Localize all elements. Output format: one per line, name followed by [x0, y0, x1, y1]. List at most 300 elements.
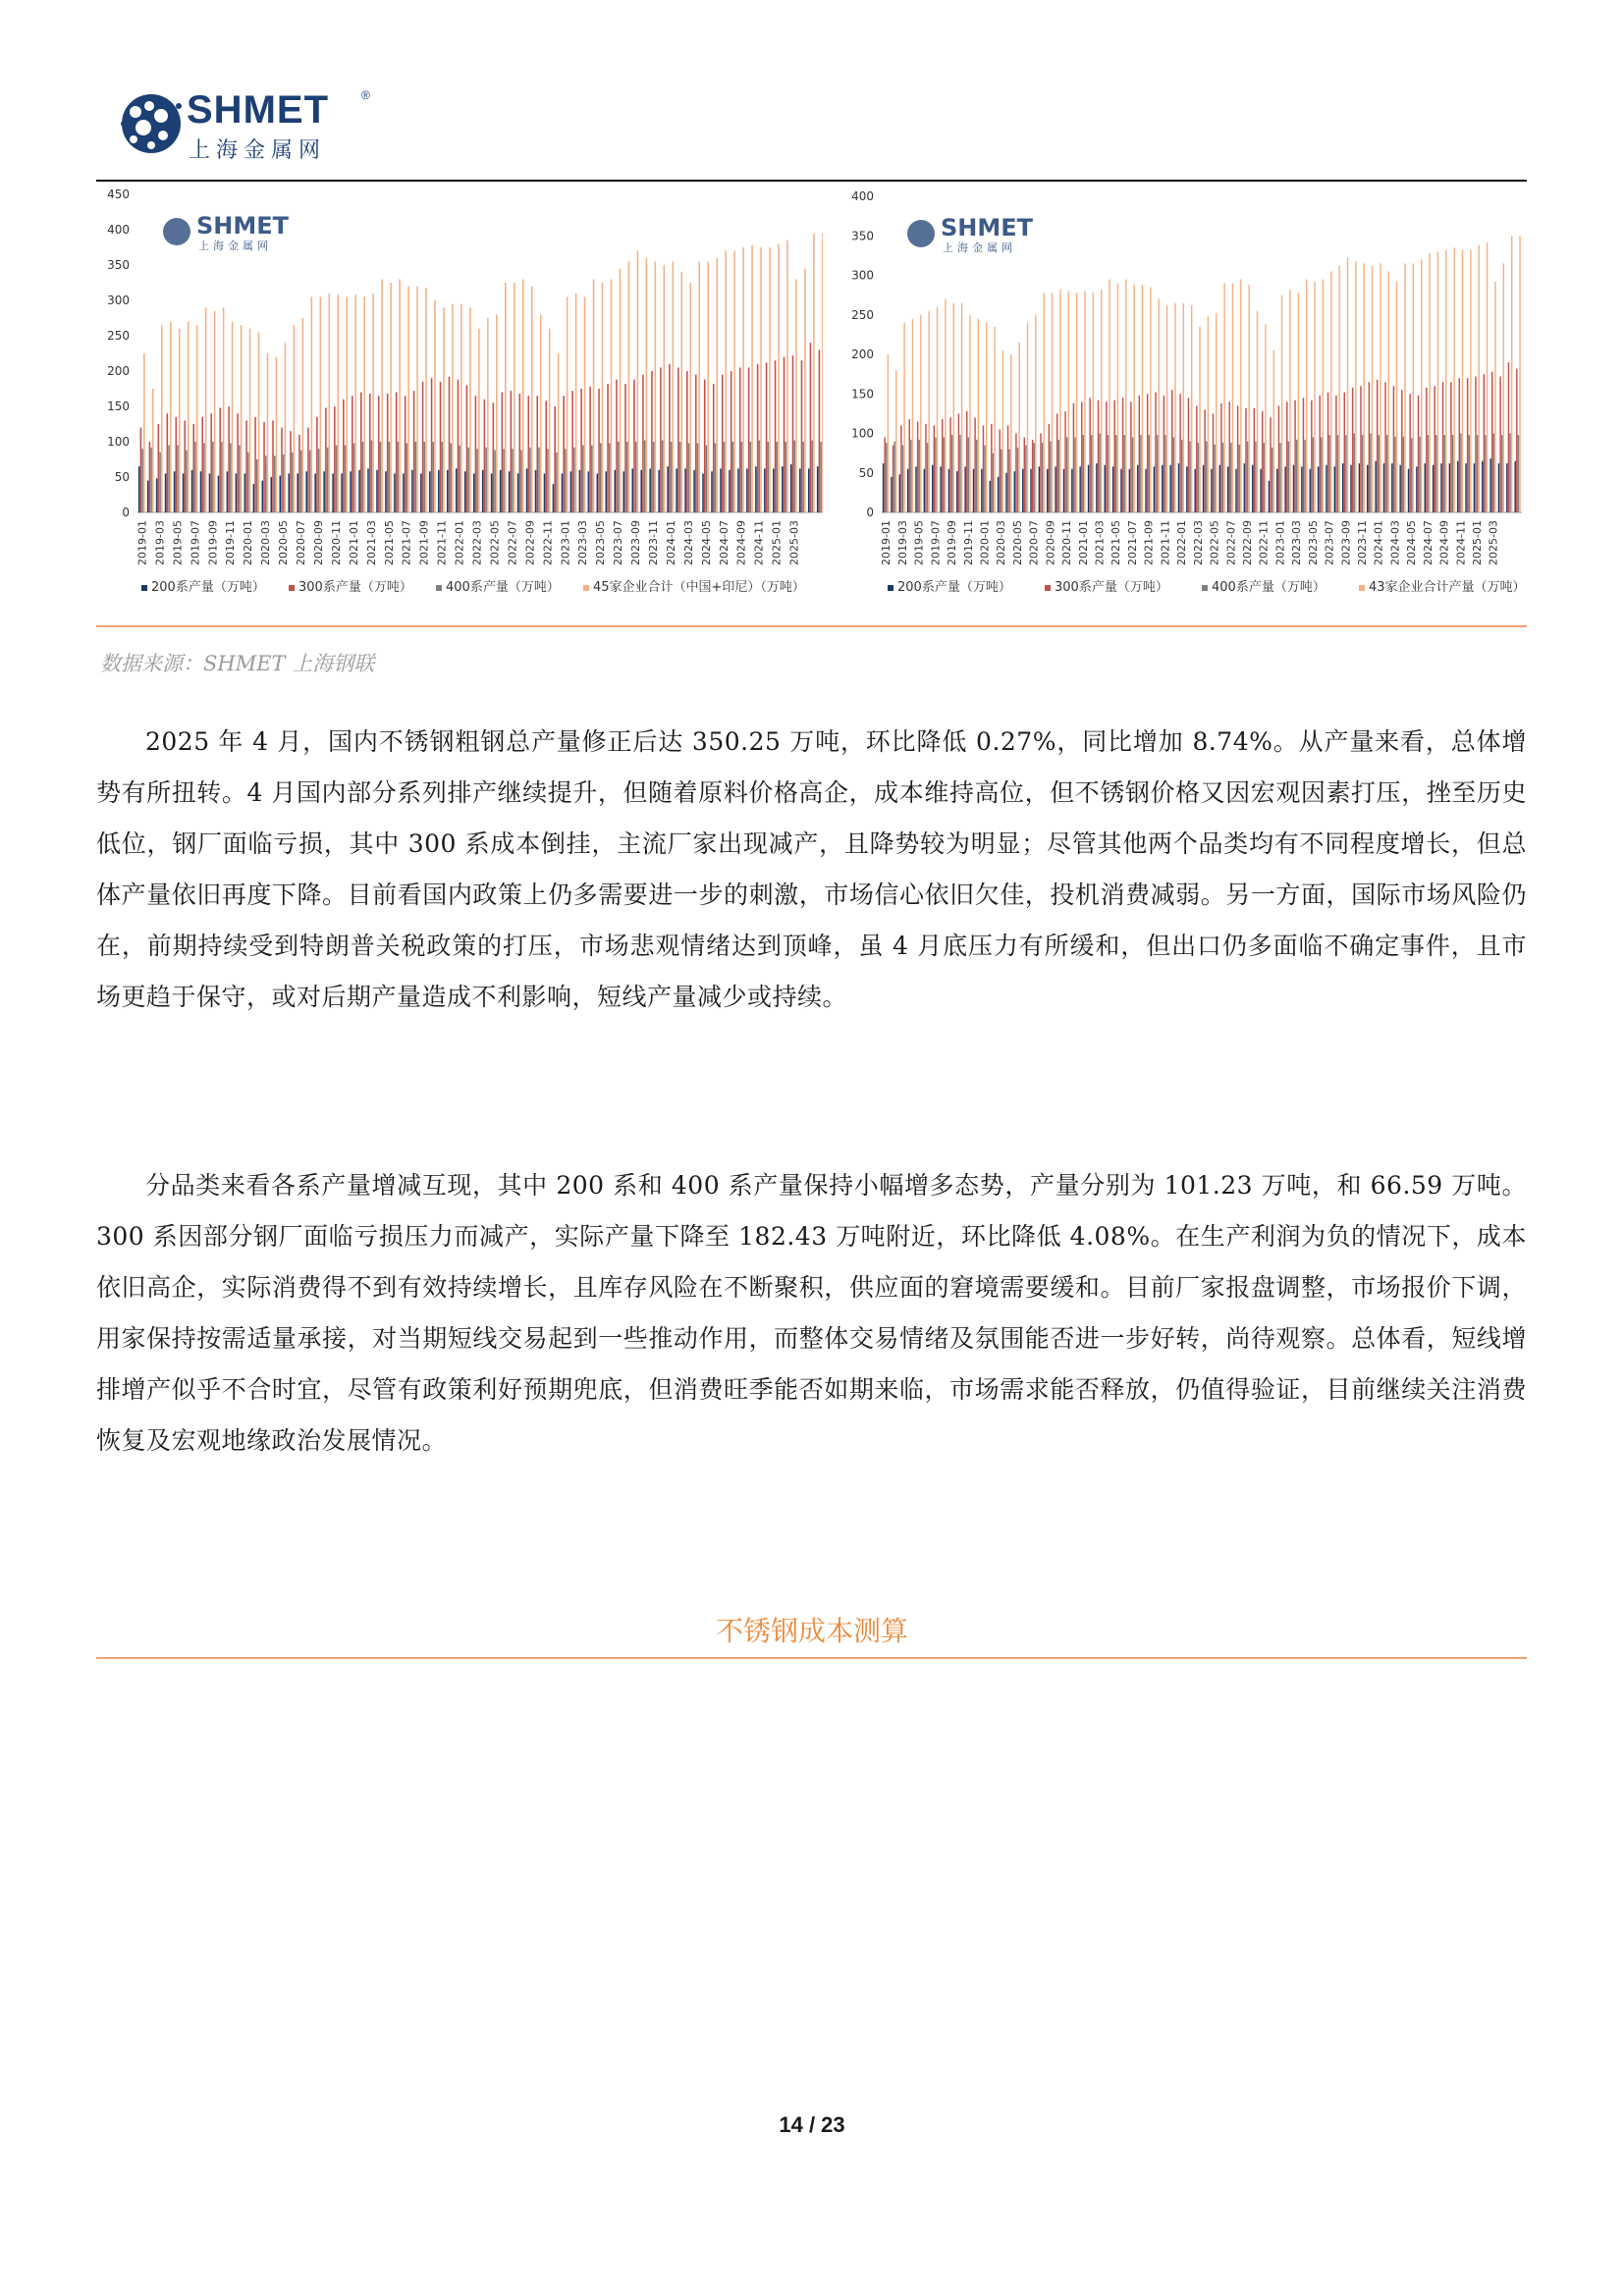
bar-400	[424, 442, 426, 512]
bar-200	[376, 470, 378, 512]
bar-300	[158, 424, 160, 512]
y-tick-label: 100	[851, 426, 874, 441]
caption-rule	[96, 625, 1527, 627]
bar-300	[466, 385, 468, 512]
bar-200	[1145, 469, 1146, 512]
bar-total	[452, 304, 454, 512]
chart-left-svg	[96, 187, 823, 609]
bar-200	[1284, 466, 1285, 512]
x-tick-label: 2023-09	[629, 520, 643, 565]
bar-400	[300, 451, 302, 512]
bar-total	[673, 261, 675, 512]
bar-total	[1166, 305, 1167, 512]
bar-300	[580, 389, 582, 512]
bar-total	[1109, 280, 1110, 512]
bar-400	[1091, 435, 1092, 512]
x-tick-label: 2024-11	[1454, 520, 1468, 565]
bar-400	[1173, 438, 1174, 512]
chart-right-svg	[835, 187, 1527, 609]
bar-300	[1262, 411, 1263, 512]
bar-200	[1514, 461, 1515, 512]
bar-200	[279, 476, 281, 512]
bar-400	[1493, 434, 1494, 513]
bar-400	[1321, 438, 1322, 512]
x-tick-label: 2019-05	[912, 520, 926, 565]
bar-400	[1279, 443, 1280, 512]
x-tick-label: 2024-09	[734, 520, 748, 565]
bar-200	[1359, 463, 1360, 512]
x-tick-label: 2020-09	[311, 520, 325, 565]
bar-200	[288, 473, 290, 512]
x-tick-label: 2023-07	[612, 520, 625, 565]
bar-400	[1288, 442, 1289, 512]
bar-400	[230, 443, 232, 512]
x-tick-label: 2021-03	[364, 520, 378, 565]
bar-200	[1425, 463, 1426, 512]
bar-200	[147, 481, 149, 512]
bar-200	[1105, 465, 1106, 512]
bar-400	[759, 441, 761, 512]
bar-300	[536, 396, 538, 512]
bar-300	[766, 362, 768, 512]
bar-200	[464, 471, 466, 512]
x-tick-label: 2022-09	[1240, 520, 1254, 565]
bar-total	[399, 279, 401, 512]
bar-total	[232, 322, 234, 512]
bar-total	[531, 287, 533, 512]
bar-total	[267, 353, 269, 512]
x-tick-label: 2023-05	[1306, 520, 1320, 565]
bar-total	[1519, 236, 1520, 512]
bar-400	[968, 438, 969, 512]
bar-200	[218, 476, 220, 512]
bar-300	[263, 422, 265, 512]
x-tick-label: 2019-11	[961, 520, 975, 565]
bar-200	[615, 470, 617, 512]
bar-total	[469, 307, 471, 512]
legend-label: 200系产量（万吨）	[897, 580, 1011, 595]
bar-300	[1270, 417, 1271, 512]
x-tick-label: 2019-07	[929, 520, 943, 565]
bar-300	[413, 391, 415, 512]
bar-300	[1327, 393, 1328, 512]
bar-300	[999, 429, 1000, 512]
bar-400	[1485, 435, 1486, 512]
bar-200	[1169, 465, 1170, 512]
bar-300	[228, 406, 230, 512]
bar-total	[311, 296, 313, 512]
bar-400	[671, 442, 673, 512]
bar-total	[196, 325, 198, 512]
watermark-globe-icon	[163, 218, 190, 245]
bar-400	[1337, 435, 1338, 512]
bar-300	[801, 360, 803, 512]
bar-300	[458, 380, 460, 512]
bar-total	[1174, 303, 1175, 512]
bar-200	[271, 477, 273, 512]
bar-200	[1186, 466, 1187, 512]
bar-300	[1237, 405, 1238, 512]
legend-swatch	[1045, 585, 1051, 591]
bar-200	[817, 466, 819, 512]
bar-400	[353, 443, 355, 512]
bar-300	[192, 424, 194, 512]
bar-400	[732, 442, 734, 512]
x-tick-label: 2020-05	[277, 520, 291, 565]
bar-400	[565, 449, 567, 512]
bar-300	[731, 371, 732, 512]
bar-200	[482, 470, 484, 512]
x-tick-label: 2020-01	[978, 520, 992, 565]
bar-300	[1213, 413, 1214, 512]
bar-300	[431, 378, 433, 512]
y-tick-label: 400	[107, 223, 130, 237]
bar-400	[910, 440, 911, 512]
bar-300	[784, 357, 785, 512]
bar-total	[707, 261, 709, 512]
bar-400	[362, 442, 364, 512]
bar-total	[1363, 263, 1364, 512]
bar-300	[1049, 424, 1050, 512]
bar-total	[1314, 282, 1315, 512]
bar-400	[1181, 440, 1182, 512]
bar-400	[1099, 434, 1100, 513]
bar-300	[545, 400, 547, 512]
bar-300	[140, 428, 142, 512]
x-tick-label: 2020-07	[1027, 520, 1041, 565]
bar-200	[456, 468, 458, 512]
bar-total	[1372, 266, 1373, 512]
bar-300	[325, 407, 327, 512]
bar-total	[611, 279, 613, 512]
bar-300	[974, 417, 975, 512]
bar-300	[1056, 413, 1057, 512]
bar-300	[502, 393, 504, 512]
bar-400	[336, 446, 338, 512]
x-tick-label: 2021-11	[435, 520, 449, 565]
bar-400	[1017, 448, 1018, 512]
bar-400	[777, 442, 779, 512]
bar-200	[1440, 463, 1441, 512]
bar-400	[1108, 435, 1109, 512]
bar-200	[973, 469, 974, 512]
paragraph-2: 分品类来看各系产量增减互现，其中 200 系和 400 系产量保持小幅增多态势，产量分别为 101.23 万吨，和 66.59 万吨。300 系因部分钢厂面临亏损压力而减产，实际产量下降至 182.43 万吨附近，环比降低 4.08%。在生产利润为负的情况下，成本依旧高企，实际消费得不到有效持续增长，且库存风险在不断聚积，供应面的窘境需要缓和。目前厂家报盘调整，市场报价下调，用家保持按需适量承接，对当期短线交易起到一些推动作用，而整体交易情绪及氛围能否进一步好转，尚待观察。总体看，短线增排增产似乎不合时宜，尽管有政策利好预期兜底，但消费旺季能否如期来临，市场需求能否释放，仍值得验证，目前继续关注消费恢复及宏观地缘政治发展情况。	[96, 1171, 1527, 1455]
bar-400	[441, 442, 443, 512]
bar-total	[1421, 259, 1422, 512]
bar-300	[1015, 434, 1016, 513]
bar-300	[1106, 401, 1107, 512]
y-tick-label: 50	[858, 465, 874, 480]
bar-300	[1286, 401, 1287, 512]
bar-200	[790, 464, 792, 512]
bar-200	[891, 477, 892, 512]
bar-200	[526, 468, 528, 512]
bar-200	[915, 466, 916, 512]
bar-400	[1149, 435, 1150, 512]
x-tick-label: 2024-07	[717, 520, 731, 565]
bar-total	[1199, 327, 1200, 512]
legend-label: 200系产量（万吨）	[151, 580, 265, 595]
bar-total	[1511, 236, 1512, 512]
bar-200	[799, 468, 801, 512]
bar-400	[1222, 443, 1223, 512]
bar-total	[285, 343, 287, 512]
x-tick-label: 2022-07	[1224, 520, 1238, 565]
bar-400	[1255, 442, 1256, 512]
bar-300	[884, 438, 885, 512]
bar-400	[1435, 435, 1436, 512]
bar-total	[786, 240, 788, 512]
bar-total	[1355, 261, 1356, 512]
bar-200	[191, 470, 193, 512]
bar-400	[1518, 435, 1519, 512]
bar-400	[1509, 434, 1510, 513]
bar-total	[443, 307, 445, 512]
bar-400	[283, 454, 285, 512]
bar-300	[563, 396, 565, 512]
bar-400	[1058, 440, 1059, 512]
bar-300	[184, 420, 186, 512]
bar-200	[702, 473, 704, 512]
y-tick-label: 150	[851, 387, 874, 401]
bar-200	[394, 473, 396, 512]
bar-200	[314, 473, 316, 512]
x-tick-label: 2019-09	[206, 520, 220, 565]
bar-200	[1096, 463, 1097, 512]
bar-total	[760, 247, 762, 512]
x-tick-label: 2021-07	[1125, 520, 1139, 565]
y-tick-label: 300	[107, 294, 130, 307]
bar-200	[693, 470, 695, 512]
bar-400	[706, 446, 708, 512]
bar-300	[1089, 398, 1090, 512]
bar-total	[1002, 350, 1003, 512]
bar-400	[951, 435, 952, 512]
bar-400	[380, 442, 382, 512]
bar-total	[1150, 288, 1151, 512]
bar-total	[1289, 290, 1290, 512]
bar-total	[549, 329, 551, 512]
bar-200	[253, 484, 255, 512]
bar-total	[1052, 293, 1053, 512]
bar-300	[167, 413, 169, 512]
x-tick-label: 2024-03	[1388, 520, 1402, 565]
bar-200	[1433, 465, 1434, 512]
x-tick-label: 2025-03	[1487, 520, 1500, 565]
legend-label: 45家企业合计（中国+印尼）（万吨）	[593, 580, 805, 595]
bar-300	[966, 411, 967, 512]
bar-total	[742, 247, 744, 512]
bar-total	[1404, 263, 1405, 512]
chart-right	[835, 187, 1527, 613]
bar-200	[1383, 463, 1384, 512]
bar-200	[1055, 466, 1056, 512]
bar-200	[174, 471, 176, 512]
bar-total	[778, 243, 780, 512]
x-tick-label: 2023-03	[576, 520, 590, 565]
bar-400	[785, 442, 786, 512]
y-tick-label: 300	[851, 268, 874, 283]
bar-total	[961, 303, 962, 512]
bar-200	[1219, 465, 1220, 512]
bar-400	[159, 453, 161, 512]
bar-200	[1203, 465, 1204, 512]
bar-200	[729, 470, 731, 512]
legend-swatch	[436, 585, 442, 591]
bar-200	[940, 466, 941, 512]
bar-300	[1352, 388, 1353, 512]
bar-400	[1189, 442, 1190, 512]
bar-200	[553, 484, 555, 512]
bar-400	[984, 446, 985, 512]
bar-total	[733, 251, 735, 512]
bar-400	[1304, 440, 1305, 512]
legend-label: 400系产量（万吨）	[446, 580, 560, 595]
bar-400	[389, 442, 391, 512]
bar-200	[358, 470, 360, 512]
logo-globe-icon	[116, 84, 187, 163]
bar-total	[1470, 250, 1471, 512]
bar-total	[1142, 285, 1143, 512]
bar-300	[1303, 398, 1304, 512]
bar-200	[509, 471, 511, 512]
bar-total	[1453, 247, 1454, 512]
bar-300	[1377, 380, 1378, 512]
bar-400	[203, 443, 205, 512]
bar-200	[1260, 469, 1261, 512]
x-tick-label: 2022-11	[541, 520, 555, 565]
bar-400	[265, 455, 267, 512]
bar-300	[925, 424, 926, 512]
bar-200	[899, 474, 900, 512]
bar-200	[1162, 465, 1163, 512]
x-tick-label: 2023-05	[594, 520, 608, 565]
bar-400	[959, 435, 960, 512]
bar-total	[1076, 293, 1077, 512]
bar-200	[998, 477, 999, 512]
bar-400	[467, 448, 469, 512]
bar-total	[1265, 324, 1266, 512]
bar-total	[716, 258, 718, 512]
bar-300	[422, 382, 424, 512]
bar-300	[1319, 396, 1320, 512]
bar-300	[475, 396, 477, 512]
bar-200	[737, 468, 739, 512]
bar-total	[602, 283, 604, 512]
bar-total	[978, 319, 979, 512]
bar-300	[493, 402, 495, 512]
bar-total	[1298, 293, 1299, 512]
bar-400	[1140, 435, 1141, 512]
bar-200	[764, 468, 766, 512]
bar-total	[888, 354, 889, 512]
bar-200	[1449, 463, 1450, 512]
bar-400	[768, 442, 770, 512]
bar-200	[640, 470, 642, 512]
x-tick-label: 2024-07	[1421, 520, 1435, 565]
bar-400	[1386, 435, 1387, 512]
bar-total	[795, 279, 797, 512]
bar-300	[1426, 388, 1427, 512]
bar-400	[944, 438, 945, 512]
bar-400	[724, 442, 726, 512]
bar-total	[329, 294, 331, 512]
bar-total	[214, 311, 216, 512]
bar-400	[1345, 435, 1346, 512]
bar-400	[212, 442, 214, 512]
bar-300	[1450, 382, 1451, 512]
shmet-logo	[116, 84, 371, 163]
bar-300	[519, 394, 521, 512]
bar-400	[1206, 442, 1207, 512]
bar-200	[403, 473, 405, 512]
bar-300	[958, 413, 959, 512]
bar-300	[1188, 398, 1189, 512]
y-tick-label: 150	[107, 400, 130, 413]
bar-total	[969, 315, 970, 512]
bar-300	[1229, 401, 1230, 512]
y-tick-label: 200	[107, 364, 130, 378]
bar-total	[522, 279, 524, 512]
bar-300	[245, 420, 247, 512]
bar-400	[1419, 437, 1420, 512]
bar-400	[976, 440, 977, 512]
bar-400	[1238, 445, 1239, 512]
watermark-text: SHMET	[941, 214, 1034, 241]
bar-200	[711, 471, 713, 512]
bar-200	[773, 468, 775, 512]
x-tick-label: 2022-03	[470, 520, 484, 565]
watermark-globe-icon	[907, 220, 935, 247]
bar-400	[820, 442, 822, 512]
bar-total	[1027, 323, 1028, 512]
bar-300	[642, 375, 644, 512]
bar-300	[677, 367, 679, 512]
bar-400	[1379, 435, 1380, 512]
bar-400	[688, 443, 690, 512]
bar-200	[1334, 466, 1335, 512]
bar-400	[512, 449, 514, 512]
bar-400	[538, 448, 540, 512]
y-tick-label: 50	[114, 470, 130, 484]
bar-total	[895, 370, 896, 512]
bar-200	[1416, 466, 1417, 512]
bar-400	[177, 446, 179, 512]
x-tick-label: 2019-09	[946, 520, 959, 565]
bar-total	[620, 269, 622, 512]
bar-300	[949, 417, 950, 512]
bar-400	[1264, 443, 1265, 512]
bar-200	[1276, 469, 1277, 512]
data-source: 数据来源：SHMET 上海钢联	[100, 652, 375, 675]
bar-400	[591, 446, 593, 512]
bar-total	[584, 296, 586, 512]
x-tick-label: 2024-01	[664, 520, 677, 565]
x-tick-label: 2023-07	[1323, 520, 1336, 565]
bar-total	[628, 261, 630, 512]
bar-200	[684, 468, 686, 512]
bar-400	[1477, 435, 1478, 512]
bar-400	[1296, 440, 1297, 512]
legend-label: 300系产量（万吨）	[1055, 580, 1168, 595]
bar-300	[1278, 405, 1279, 512]
bar-200	[473, 473, 475, 512]
bar-300	[511, 391, 513, 512]
legend-swatch	[1359, 585, 1365, 591]
bar-200	[1301, 466, 1302, 512]
bar-300	[748, 367, 750, 512]
y-tick-label: 200	[851, 347, 874, 361]
